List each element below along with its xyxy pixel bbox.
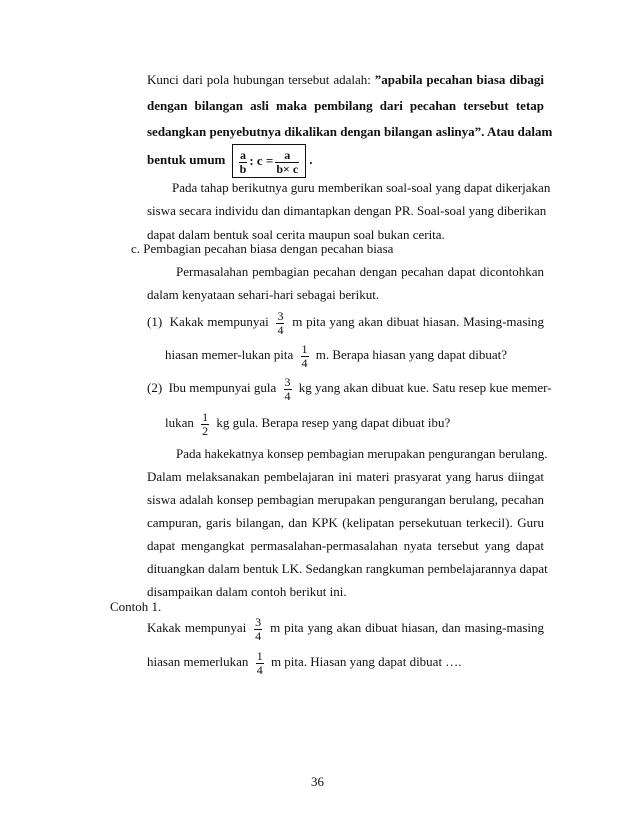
formula-lhs-fraction — [239, 149, 248, 176]
problem-2-line2 — [165, 409, 450, 438]
problem-2-fraction-2-num: 1 — [202, 409, 209, 424]
problem-2-fraction-2 — [201, 411, 209, 438]
example-heading: Contoh 1. — [110, 599, 162, 614]
example-fraction-1-num: 3 — [255, 614, 262, 629]
problem-2-text-b: kg yang akan dibuat kue. Satu resep kue memer- — [298, 380, 552, 395]
section-c-line2: dalam kenyataan sehari-hari sebagai berikut. — [147, 287, 380, 302]
formula-rhs-den: b× c — [276, 161, 299, 176]
example-line2 — [147, 648, 462, 677]
para3-line1: Pada hakekatnya konsep pembagian merupakan pengurangan berulang. — [176, 446, 548, 461]
problem-1-text-c: hiasan memer-lukan pita — [165, 347, 294, 362]
example-text-a: Kakak mempunyai — [147, 620, 247, 635]
problem-1-text-b: m pita yang akan dibuat hiasan. Masing-masing — [292, 314, 544, 329]
division-formula — [232, 144, 307, 178]
problem-2-text-d: kg gula. Berapa resep yang dapat dibuat ibu? — [216, 415, 451, 430]
problem-2-text-a: Ibu mempunyai gula — [168, 380, 277, 395]
page-number: 36 — [311, 774, 324, 789]
problem-1-label: (1) — [147, 314, 163, 329]
formula-lhs-den: b — [239, 161, 247, 176]
para2-line1: Pada tahap berikutnya guru memberikan soal-soal yang dapat dikerjakan — [172, 180, 551, 195]
example-text-d: m pita. Hiasan yang dapat dibuat …. — [270, 654, 462, 669]
para2-line2: siswa secara individu dan dimantapkan dengan PR. Soal-soal yang diberikan — [147, 203, 547, 218]
example-fraction-1 — [254, 616, 262, 643]
example-fraction-2-den: 4 — [256, 662, 263, 677]
para3-line6: dituangkan dalam bentuk LK. Sedangkan rangkuman pembelajarannya dapat — [147, 561, 548, 576]
problem-1-fraction-2 — [301, 343, 309, 370]
problem-1-fraction-1 — [276, 310, 284, 337]
problem-1-line1 — [147, 308, 544, 337]
example-fraction-1-den: 4 — [255, 628, 262, 643]
para1-line4 — [147, 144, 312, 178]
para3-line4: campuran, garis bilangan, dan KPK (kelipatan persekutuan terkecil). Guru — [147, 515, 544, 530]
formula-lhs-num: a — [239, 147, 246, 162]
problem-1-line2 — [165, 341, 507, 370]
problem-2-label: (2) — [147, 380, 163, 395]
problem-2-fraction-1 — [284, 376, 292, 403]
problem-1-fraction-1-den: 4 — [277, 322, 284, 337]
para1-line3: sedangkan penyebutnya dikalikan dengan bilangan aslinya”. Atau dalam — [147, 124, 553, 139]
problem-1-fraction-2-num: 1 — [301, 341, 308, 356]
para3-line2: Dalam melaksanakan pembelajaran ini materi prasyarat yang harus diingat — [147, 469, 544, 484]
para1-line2: dengan bilangan asli maka pembilang dari pecahan tersebut tetap — [147, 98, 544, 113]
example-fraction-2 — [256, 650, 264, 677]
formula-rhs-num: a — [275, 149, 299, 163]
example-line1 — [147, 614, 544, 643]
problem-2-fraction-2-den: 2 — [202, 423, 209, 438]
para3-line7: disampaikan dalam contoh berikut ini. — [147, 584, 347, 599]
problem-2-line1 — [147, 374, 552, 403]
example-fraction-2-num: 1 — [256, 648, 263, 663]
problem-1-fraction-2-den: 4 — [301, 355, 308, 370]
formula-operator: : c = — [249, 153, 274, 168]
para3-line3: siswa adalah konsep pembagian merupakan pengurangan berulang, pecahan — [147, 492, 544, 507]
problem-1-text-d: m. Berapa hiasan yang dapat dibuat? — [315, 347, 508, 362]
para2-line3: dapat dalam bentuk soal cerita maupun soal bukan cerita. — [147, 227, 445, 242]
problem-1-text-a: Kakak mempunyai — [169, 314, 269, 329]
example-text-b: m pita yang akan dibuat hiasan, dan masing-masing — [270, 620, 545, 635]
section-c-heading: c. Pembagian pecahan biasa dengan pecahan biasa — [131, 241, 394, 256]
formula-period: . — [309, 151, 313, 167]
para1-line1-bold: ”apabila pecahan biasa dibagi — [374, 72, 545, 87]
general-form-label: bentuk umum — [147, 151, 226, 167]
section-c-line1: Permasalahan pembagian pecahan dengan pecahan dapat dicontohkan — [176, 264, 544, 279]
para1-line1 — [147, 72, 544, 88]
problem-1-fraction-1-num: 3 — [277, 308, 284, 323]
problem-2-fraction-1-num: 3 — [284, 374, 291, 389]
example-text-c: hiasan memerlukan — [147, 654, 249, 669]
problem-2-text-c: lukan — [165, 415, 194, 430]
problem-2-fraction-1-den: 4 — [284, 388, 291, 403]
para1-line1-plain: Kunci dari pola hubungan tersebut adalah: — [147, 72, 375, 87]
formula-rhs-fraction — [275, 149, 299, 176]
para3-line5: dapat mengangkat permasalahan-permasalahan nyata tersebut yang dapat — [147, 538, 544, 553]
